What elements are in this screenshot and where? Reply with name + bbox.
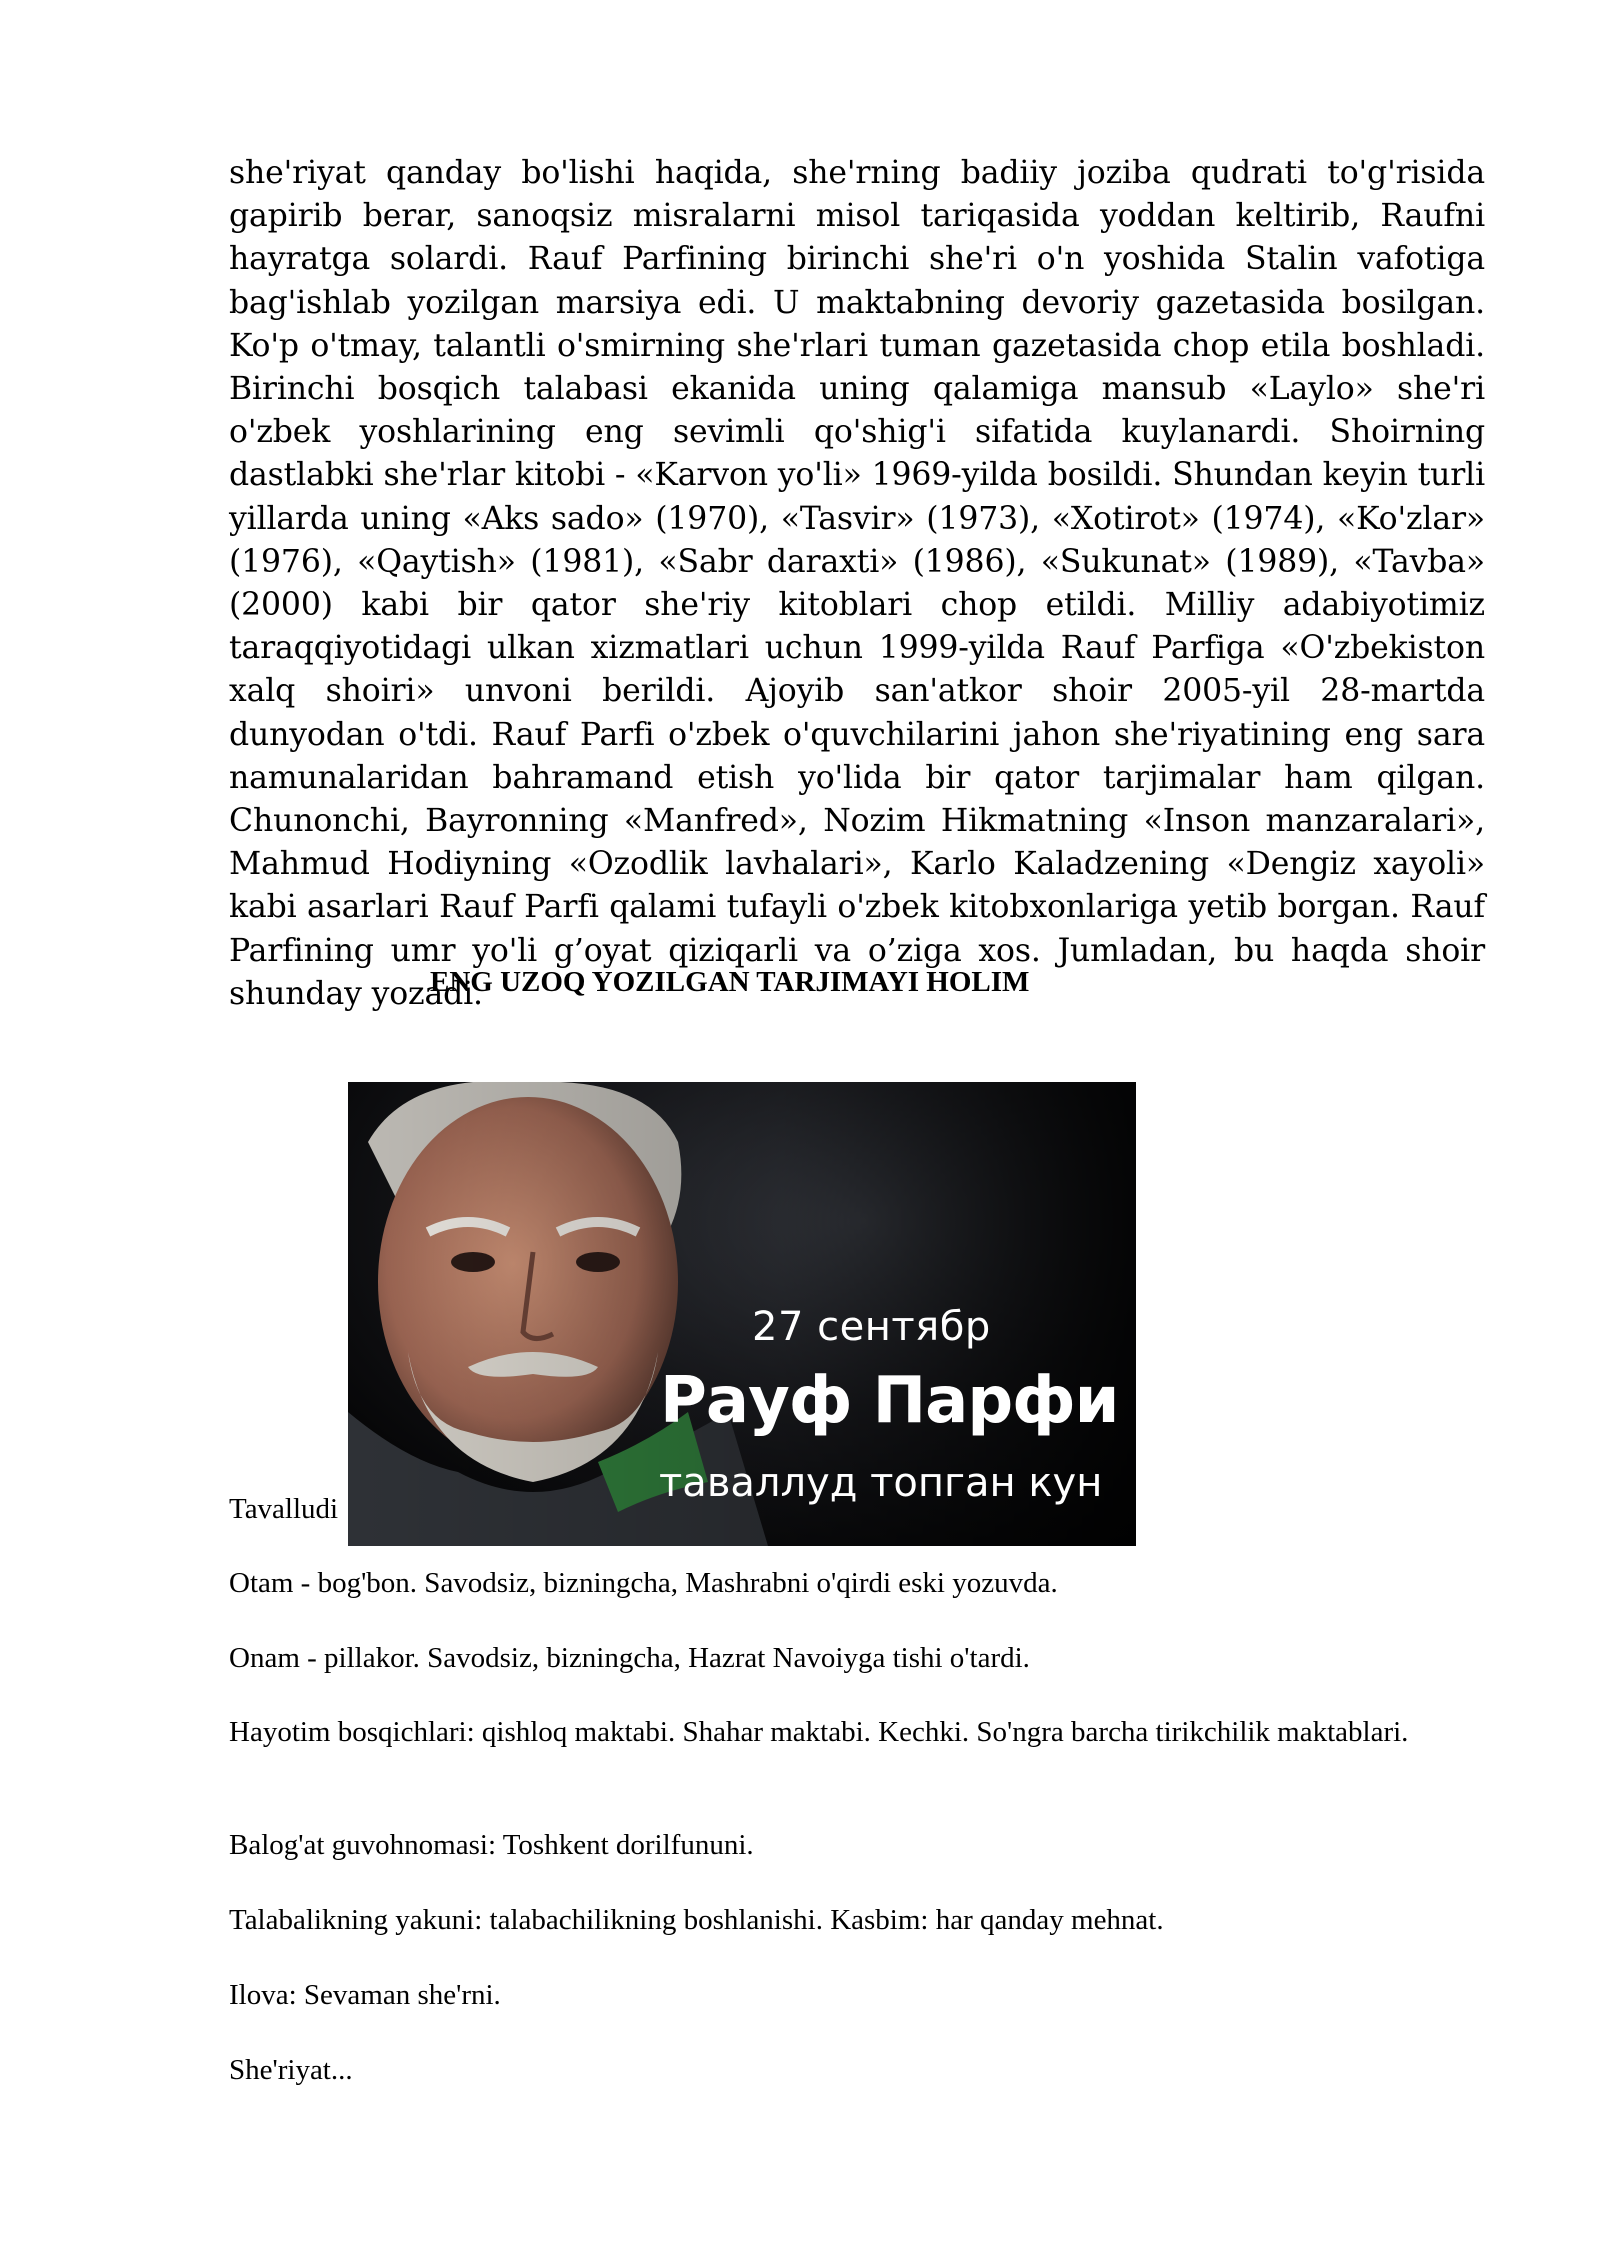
poet-portrait-banner	[348, 1082, 1136, 1546]
line-certificate: Balog'at guvohnomasi: Toshkent dorilfununi.	[229, 1829, 754, 1861]
line-poetry: She'riyat...	[229, 2054, 353, 2086]
line-appendix: Ilova: Sevaman she'rni.	[229, 1979, 501, 2011]
banner-name: Рауф Парфи	[660, 1364, 1119, 1438]
section-heading: ENG UZOQ YOZILGAN TARJIMAYI HOLIM	[430, 966, 1030, 998]
line-father: Otam - bog'bon. Savodsiz, bizningcha, Mashrabni o'qirdi eski yozuvda.	[229, 1567, 1058, 1599]
banner-date: 27 сентябр	[752, 1304, 991, 1350]
birth-line-partial: Tavalludi	[229, 1493, 339, 1525]
line-mother: Onam - pillakor. Savodsiz, bizningcha, Hazrat Navoiyga tishi o'tardi.	[229, 1642, 1030, 1674]
biography-paragraph: she'riyat qanday bo'lishi haqida, she'rning badiiy joziba qudrati to'g'risida gapirib berar, sanoqsiz misralarni misol tariqasida yoddan keltirib, Raufni hayratga solardi. Rauf Parfining birinchi she'ri o'n yoshida Stalin vafotiga bag'ishlab yozilgan marsiya edi. U maktabning devoriy gazetasida bosilgan. Ko'p o'tmay, talantli o'smirning she'rlari tuman gazetasida chop etila boshladi. Birinchi bosqich talabasi ekanida uning qalamiga mansub «Laylo» she'ri o'zbek yoshlarining eng sevimli qo'shig'i sifatida kuylanardi. Shoirning dastlabki she'rlar kitobi - «Karvon yo'li» 1969-yilda bosildi. Shundan keyin turli yillarda uning «Aks sado» (1970), «Tasvir» (1973), «Xotirot» (1974), «Ko'zlar» (1976), «Qaytish» (1981), «Sabr daraxti» (1986), «Sukunat» (1989), «Tavba» (2000) kabi bir qator she'riy kitoblari chop etildi. Milliy adabiyotimiz taraqqiyotidagi ulkan xizmatlari uchun 1999-yilda Rauf Parfiga «O'zbekiston xalq shoiri» unvoni berildi. Ajoyib san'atkor shoir 2005-yil 28-martda dunyodan o'tdi. Rauf Parfi o'zbek o'quvchilarini jahon she'riyatining eng sara namunalaridan bahramand etish yo'lida bir qator tarjimalar ham qilgan. Chunonchi, Bayronning «Manfred», Nozim Hikmatning «Inson manzaralari», Mahmud Hodiyning «Ozodlik lavhalari», Karlo Kaladzening «Dengiz xayoli» kabi asarlari Rauf Parfi qalami tufayli o'zbek kitobxonlariga yetib borgan. Rauf Parfining umr yo'li g’oyat qiziqarli va o’ziga xos. Jumladan, bu haqda shoir shunday yozadi.	[229, 155, 1485, 1012]
banner-subtitle: таваллуд топган кун	[659, 1460, 1103, 1506]
line-student-end: Talabalikning yakuni: talabachilikning boshlanishi. Kasbim: har qanday mehnat.	[229, 1904, 1164, 1936]
line-life-stages: Hayotim bosqichlari: qishloq maktabi. Shahar maktabi. Kechki. So'ngra barcha tirikchilik maktablari.	[229, 1716, 1409, 1748]
